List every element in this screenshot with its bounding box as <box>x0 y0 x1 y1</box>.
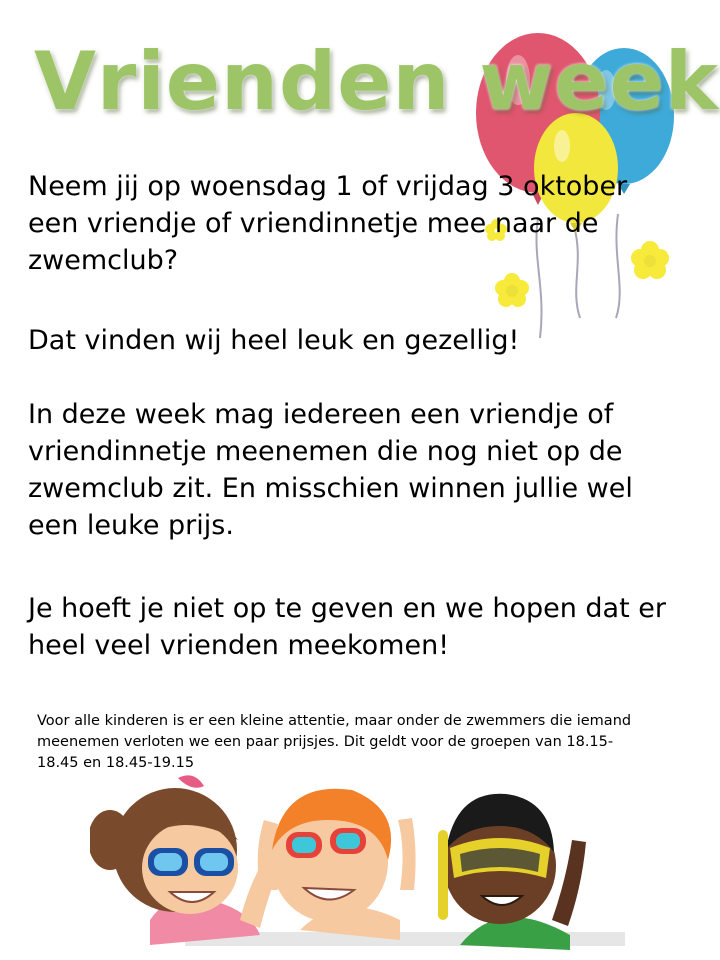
friends-paragraph: In deze week mag iedereen een vriendje of vriendinnetje meenemen die nog niet op de zwemclub zit. En misschien winnen jullie wel een leuke prijs. <box>28 399 633 541</box>
kids-illustration <box>90 770 630 950</box>
fun-paragraph: Dat vinden wij heel leuk en gezellig! <box>28 325 520 356</box>
invitation-paragraph: Neem jij op woensdag 1 of vrijdag 3 oktober een vriendje of vriendinnetje mee naar de zwemclub? <box>28 171 628 276</box>
girl-character <box>90 775 284 945</box>
snorkel-boy-character <box>438 794 586 950</box>
page-title: Vrienden week <box>34 35 719 128</box>
redhead-boy-character <box>258 789 416 940</box>
no-signup-paragraph: Je hoeft je niet op te geven en we hopen dat er heel veel vrienden meekomen! <box>28 593 666 661</box>
prize-note: Voor alle kinderen is er een kleine attentie, maar onder de zwemmers die iemand meenemen verloten we een paar prijsjes. Dit geldt voor de groepen van 18.15-18.45 en 18.45-19.15 <box>37 713 632 771</box>
